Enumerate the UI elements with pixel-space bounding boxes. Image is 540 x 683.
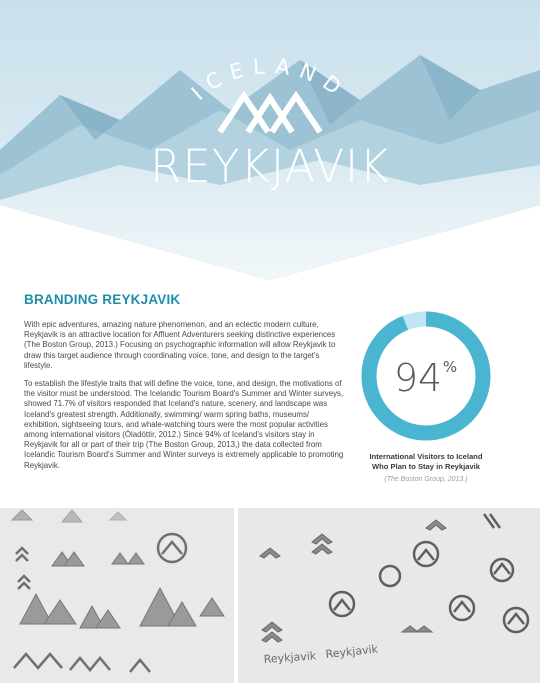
paragraph-intro: With epic adventures, amazing nature phenomenon, and an eclectic modern culture, Reykjavik is an attractive location for Affluent Adventurers seeking distinctive experiences (The Boston Group, 2013.) Focusing on psychographic information will allow Reykjavik to draw this target audience through coordinating voice, tone, and design to the target's lifestyle. [24, 320, 336, 370]
stat-unit: % [442, 358, 458, 376]
reykjavik-title: REYKJAVIK [150, 140, 390, 193]
iceland-kicker: ICELAND [186, 54, 353, 105]
paragraph-lifestyle: To establish the lifestyle traits that will define the voice, tone, and design, the motivations of the visitor must be understood. The Icelandic Tourism Board's Summer and Winter surveys, showed 71.7% of visitors responded that Iceland's nature, scenery, and landscape was Iceland's greatest strength. Additionally, swimming/ warm spring baths, museums/ exhibition, sightseeing tours, and whale-watching tours were the most popular activities among international visitors (Óladóttir, 2012.) Since 94% of Iceland's visitors stay in Reykjavik for all or part of their trip (The Boston Group, 2013,) the data collected from Icelandic Tourism Board's Summer and Winter surveys is extremely applicable to promoting Reykjavik. [24, 379, 344, 470]
hero-banner [0, 0, 540, 285]
stat-label-line1: International Visitors to Iceland [369, 452, 483, 461]
donut-chart [360, 310, 492, 442]
stat-source: (The Boston Group, 2013.) [384, 476, 468, 483]
sketch-word-2: Reykjavik [324, 642, 379, 661]
stat-label-line2: Who Plan to Stay in Reykjavik [371, 462, 481, 471]
section-title: BRANDING REYKJAVIK [24, 292, 181, 307]
stat-value: 94 [393, 356, 443, 400]
stat-label [355, 452, 497, 472]
sketch-photo-right [238, 508, 540, 683]
sketch-photo-left [0, 508, 234, 683]
section-body [24, 320, 346, 479]
sketch-word-1: Reykjavik [263, 649, 317, 666]
